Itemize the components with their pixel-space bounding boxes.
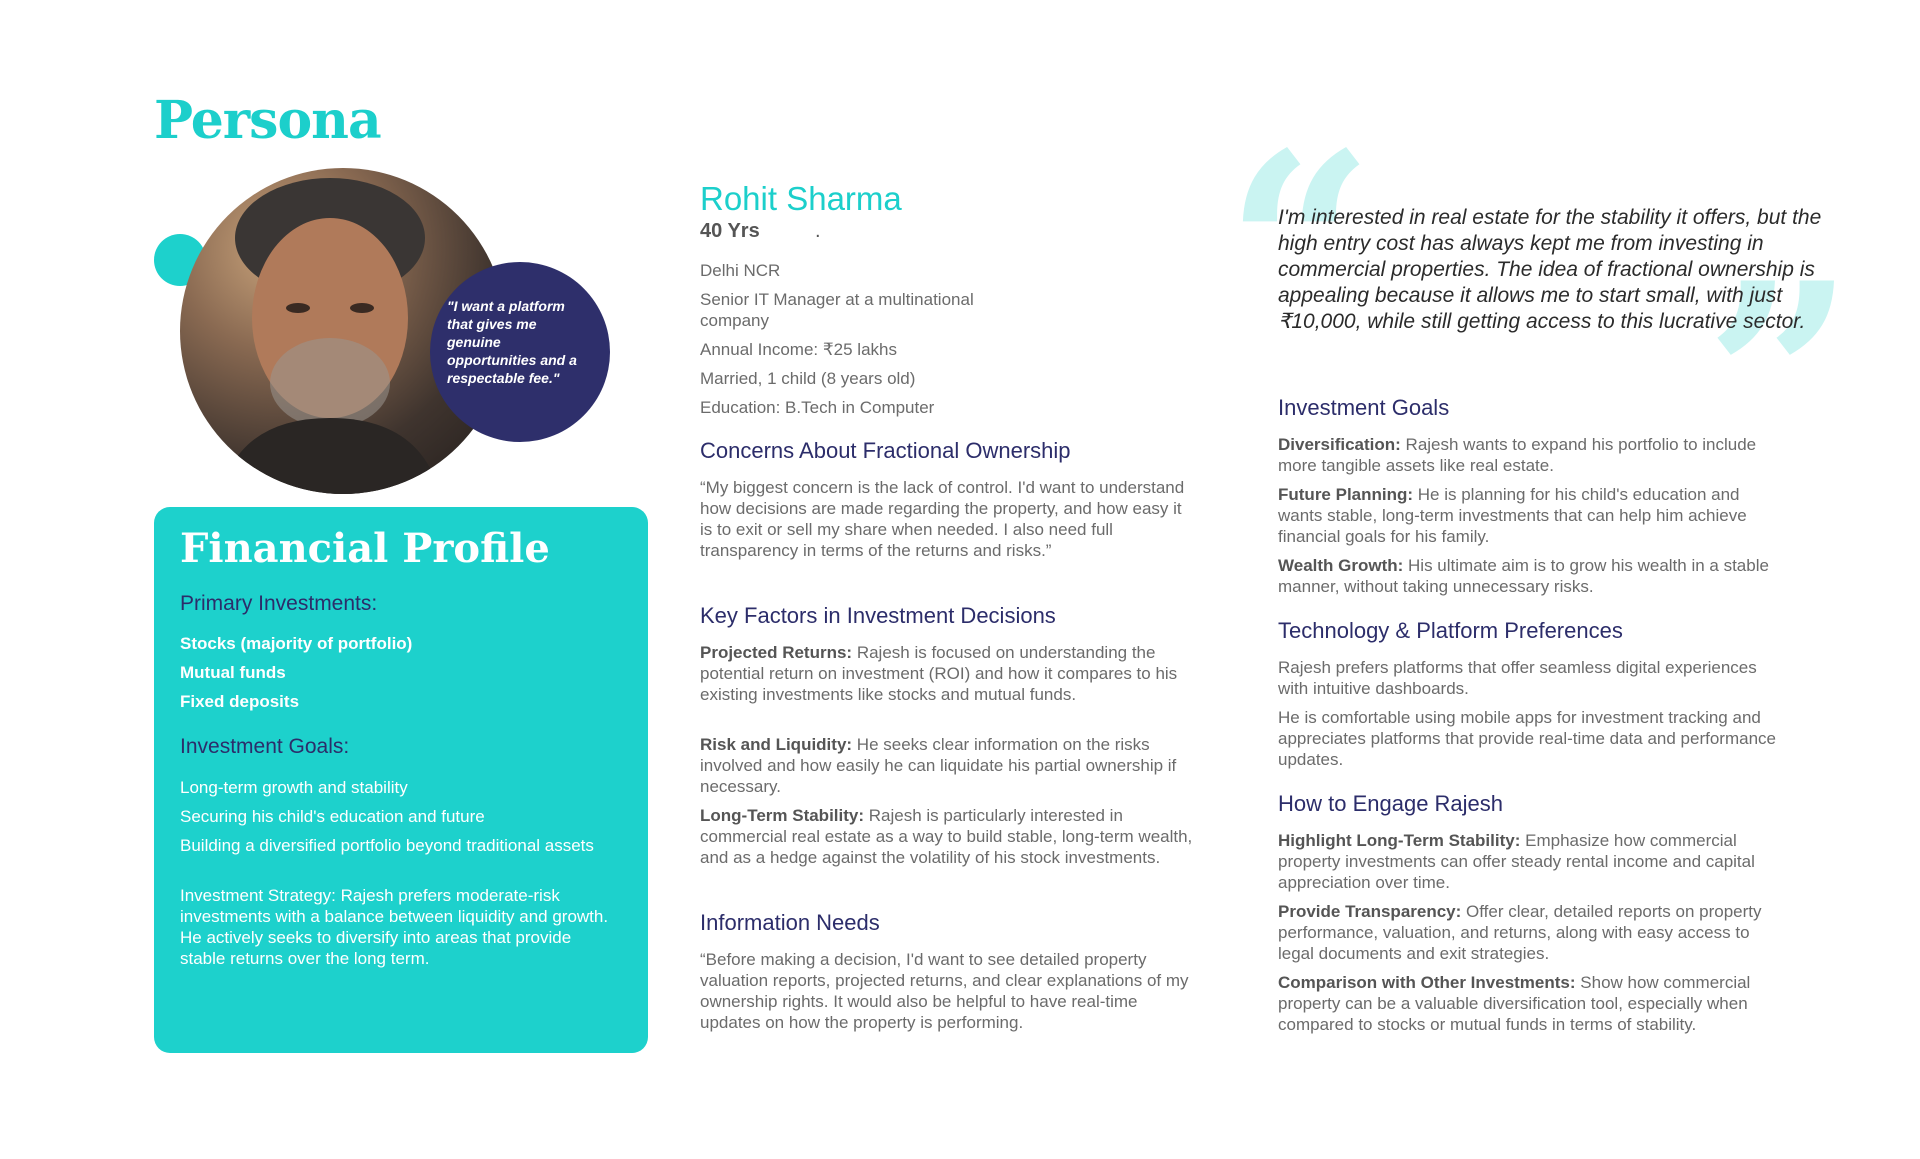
key-factor-text: Rajesh is particularly interested in commercial real estate as a way to build stable, long-term wealth, and as a hedge against the volatility of his stock investments. [700, 806, 1193, 867]
goal-label: Wealth Growth: [1278, 556, 1404, 575]
primary-investments-heading: Primary Investments: [180, 592, 378, 615]
engage-text: Show how commercial property can be a valuable diversification tool, especially when compared to stocks or mutual funds in terms of stability. [1278, 973, 1751, 1034]
fin-goal-item: Long-term growth and stability [180, 778, 408, 797]
fin-goal-item: Securing his child's education and future [180, 807, 485, 826]
engage-heading: How to Engage Rajesh [1278, 791, 1504, 816]
persona-job: Senior IT Manager at a multinational company [700, 290, 974, 330]
close-quote-mark-icon: ” [1705, 227, 1855, 532]
key-factor-text: He seeks clear information on the risks involved and how easily he can liquidate his partial ownership if necessary. [700, 735, 1177, 796]
key-factor-label: Risk and Liquidity: [700, 735, 853, 754]
fin-investment-goals-heading: Investment Goals: [180, 735, 350, 758]
tech-pref-item: Rajesh prefers platforms that offer seamless digital experiences with intuitive dashboards. [1278, 658, 1757, 698]
engage-text: Offer clear, detailed reports on property performance, valuation, and returns, along with easy access to legal documents and exit strategies. [1278, 902, 1762, 963]
concerns-heading: Concerns About Fractional Ownership [700, 438, 1071, 463]
tech-prefs-heading: Technology & Platform Preferences [1278, 618, 1623, 643]
persona-name: Rohit Sharma [700, 180, 902, 217]
photo-quote-bubble [430, 262, 610, 442]
page-title: Persona [154, 90, 381, 151]
investment-goal-item [1278, 484, 1783, 547]
engage-item [1278, 830, 1783, 893]
investment-goals-heading: Investment Goals [1278, 395, 1450, 420]
engage-item [1278, 901, 1783, 964]
persona-age: 40 Yrs [700, 220, 760, 242]
persona-location: Delhi NCR [700, 261, 781, 280]
engage-label: Comparison with Other Investments: [1278, 973, 1576, 992]
financial-profile-card [154, 507, 648, 1053]
info-needs-text: “Before making a decision, I'd want to see detailed property valuation reports, projected returns, and clear explanations of my ownership rights. It would also be helpful to have real-time updates on how the property is performing. [700, 950, 1189, 1032]
primary-investment-item: Mutual funds [180, 663, 286, 682]
fin-strategy-text: Investment Strategy: Rajesh prefers moderate-risk investments with a balance between liquidity and growth. He actively seeks to diversify into areas that provide stable returns over the long term. [180, 886, 609, 968]
goal-text: Rajesh wants to expand his portfolio to include more tangible assets like real estate. [1278, 435, 1757, 475]
key-factor-item [700, 642, 1200, 705]
key-factor-item [700, 805, 1200, 868]
key-factor-label: Projected Returns: [700, 643, 853, 662]
fin-goal-item: Building a diversified portfolio beyond traditional assets [180, 836, 594, 855]
goal-text: His ultimate aim is to grow his wealth in a stable manner, without taking unnecessary risks. [1278, 556, 1769, 596]
concerns-text: “My biggest concern is the lack of control. I'd want to understand how decisions are made regarding the property, and how easy it is to exit or sell my share when needed. I also need full transparency in terms of the returns and risks.” [700, 478, 1185, 560]
investment-goal-item [1278, 555, 1783, 597]
engage-label: Provide Transparency: [1278, 902, 1462, 921]
engage-text: Emphasize how commercial property investments can offer steady rental income and capital appreciation over time. [1278, 831, 1755, 892]
key-factor-item [700, 734, 1200, 797]
open-quote-mark-icon: “ [1225, 97, 1375, 402]
tech-pref-item: He is comfortable using mobile apps for investment tracking and appreciates platforms that provide real-time data and performance updates. [1278, 708, 1776, 769]
goal-text: He is planning for his child's education and wants stable, long-term investments that can help him achieve financial goals for his family. [1278, 485, 1747, 546]
engage-label: Highlight Long-Term Stability: [1278, 831, 1521, 850]
persona-education: Education: B.Tech in Computer [700, 398, 935, 417]
key-factor-label: Long-Term Stability: [700, 806, 865, 825]
persona-family: Married, 1 child (8 years old) [700, 369, 916, 388]
persona-age-suffix: . [815, 220, 821, 242]
primary-investment-item: Stocks (majority of portfolio) [180, 634, 413, 653]
engage-item [1278, 972, 1783, 1035]
primary-investment-item: Fixed deposits [180, 692, 300, 711]
financial-profile-title: Financial Profile [180, 525, 550, 572]
goal-label: Diversification: [1278, 435, 1401, 454]
persona-income: Annual Income: ₹25 lakhs [700, 340, 897, 359]
investment-goal-item [1278, 434, 1783, 476]
persona-quote: I'm interested in real estate for the stability it offers, but the high entry cost has always kept me from investing in commercial properties. The idea of fractional ownership is appealing because it allows me to start small, with just ₹10,000, while still getting access to this lucrative sector. [1278, 206, 1822, 333]
key-factors-heading: Key Factors in Investment Decisions [700, 603, 1056, 628]
goal-label: Future Planning: [1278, 485, 1414, 504]
info-needs-heading: Information Needs [700, 910, 880, 935]
photo-quote-text: "I want a platform that gives me genuine opportunities and a respectable fee." [447, 298, 577, 386]
key-factor-text: Rajesh is focused on understanding the potential return on investment (ROI) and how it compares to his existing investments like stocks and mutual funds. [700, 643, 1178, 704]
